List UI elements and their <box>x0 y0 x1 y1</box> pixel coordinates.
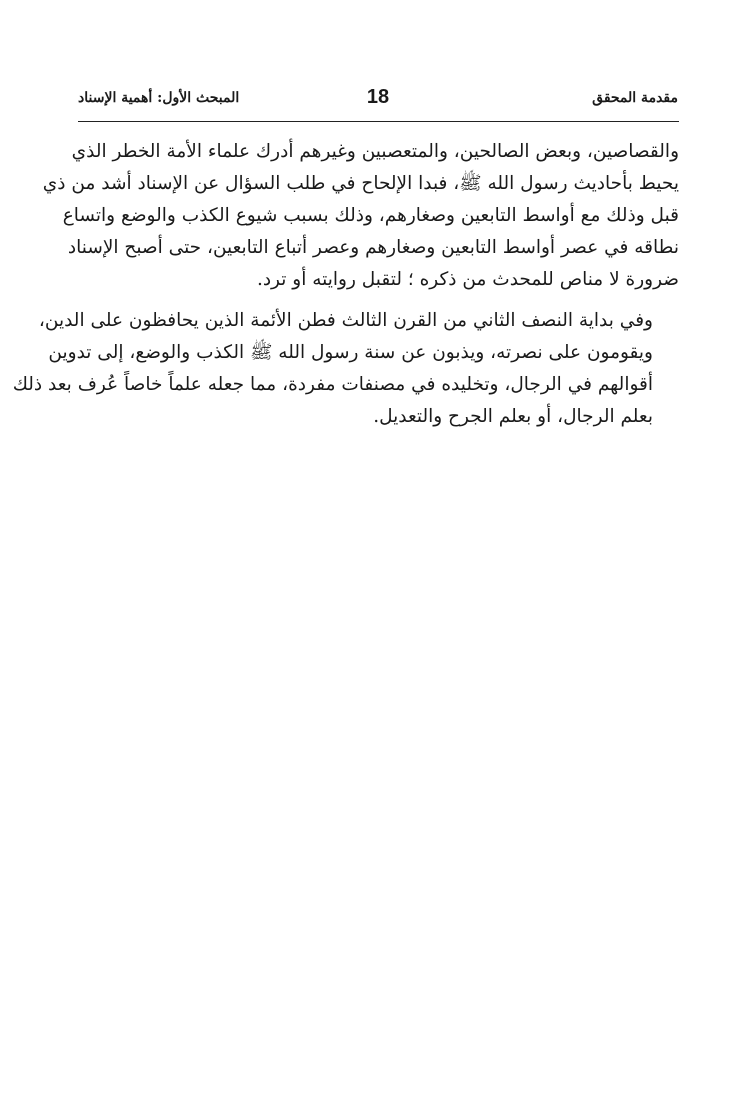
header-rule <box>78 121 679 122</box>
body-text <box>12 136 679 433</box>
page-number: 18 <box>366 86 390 108</box>
text-line: يحيط بأحاديث رسول الله ﷺ، فبدا الإلحاح في طلب السؤال عن الإسناد أشد من ذي <box>42 173 679 194</box>
text-line: قبل وذلك مع أواسط التابعين وصغارهم، وذلك بسبب شيوع الكذب والوضع واتساع <box>62 205 679 226</box>
text-line: وفي بداية النصف الثاني من القرن الثالث فطن الأئمة الذين يحافظون على الدين، <box>38 310 653 331</box>
book-section-title: مقدمة المحقق <box>592 90 678 106</box>
text-line: أقوالهم في الرجال، وتخليده في مصنفات مفردة، مما جعله علماً خاصاً عُرف بعد ذلك <box>12 374 653 395</box>
text-line: ويقومون على نصرته، ويذبون عن سنة رسول الله ﷺ الكذب والوضع، إلى تدوين <box>48 342 653 363</box>
text-line: بعلم الرجال، أو بعلم الجرح والتعديل. <box>373 406 653 427</box>
text-line: نطاقه في عصر أواسط التابعين وصغارهم وعصر أتباع التابعين، حتى أصبح الإسناد <box>67 237 679 258</box>
chapter-title: المبحث الأول: أهمية الإسناد <box>78 90 240 106</box>
text-line: والقصاصين، وبعض الصالحين، والمتعصبين وغيرهم أدرك علماء الأمة الخطر الذي <box>71 141 679 162</box>
paragraph-2 <box>12 305 679 433</box>
paragraph-1 <box>42 136 679 296</box>
running-header <box>78 88 678 118</box>
text-line: ضرورة لا مناص للمحدث من ذكره ؛ لتقبل روايته أو ترد. <box>256 269 679 290</box>
